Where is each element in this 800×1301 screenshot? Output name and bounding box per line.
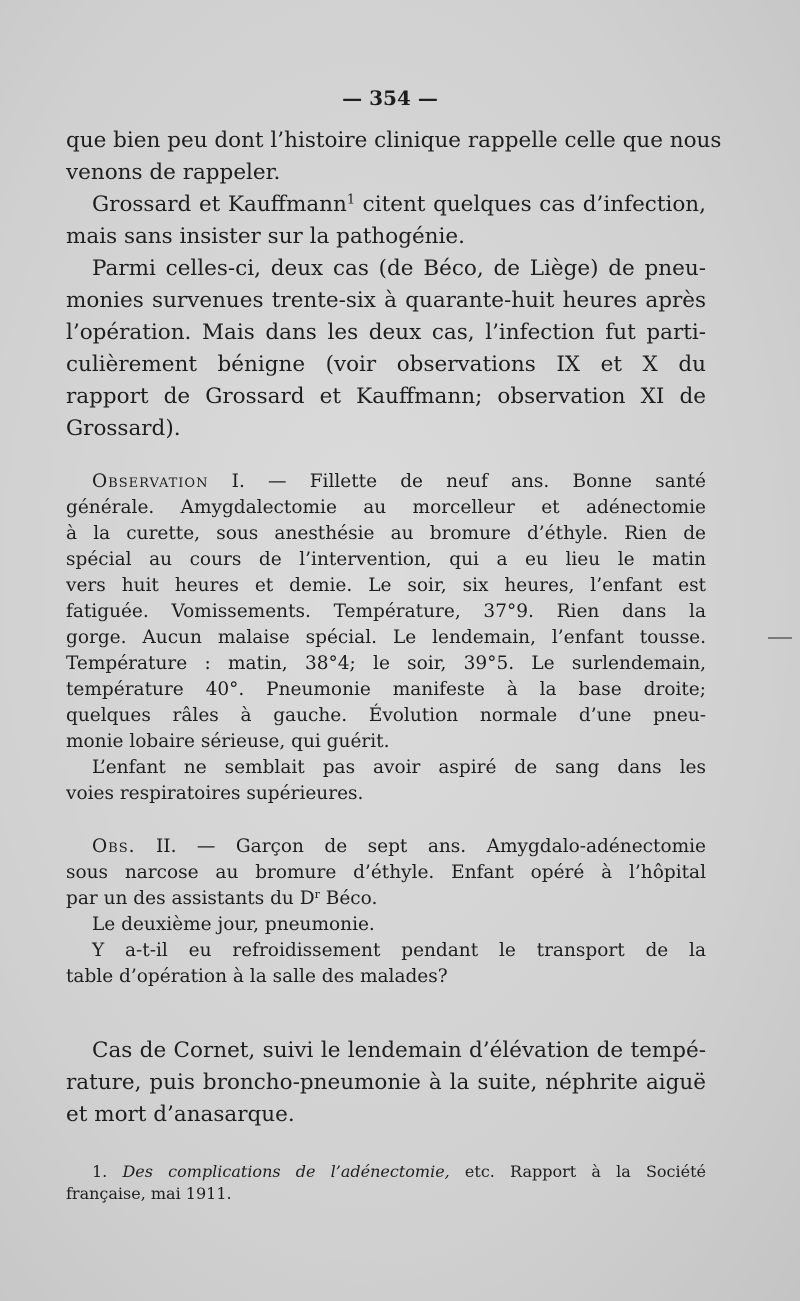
observation-1-line: monie lobaire sérieuse, qui guérit. (66, 731, 390, 752)
observation-1-line: générale. Amygdalectomie au morcelleur et adénectomie (66, 497, 706, 518)
cornet-line-2: rature, puis broncho-pneumonie à la suite, néphrite aiguë (66, 1070, 706, 1095)
observation-1-line: spécial au cours de l’intervention, qui a eu lieu le matin (66, 549, 706, 570)
observation-2-text-start: II. — Garçon de sept ans. Amygdalo-adénectomie (135, 836, 706, 857)
footnote-reference: 1 (346, 192, 356, 208)
parmi-line-3: l’opération. Mais dans les deux cas, l’infection fut parti- (66, 320, 706, 345)
footnote-title: Des complications de l’adénectomie, (122, 1162, 450, 1181)
grossard-text-end: citent quelques cas d’infection, (355, 192, 706, 217)
observation-1-line: vers huit heures et demie. Le soir, six heures, l’enfant est (66, 575, 706, 596)
parmi-line-4: culièrement bénigne (voir observations IX et X du (66, 352, 706, 377)
margin-mark (768, 637, 792, 639)
observation-1-followup-line-2: voies respiratoires supérieures. (66, 783, 364, 804)
observation-1-followup-line-1: L’enfant ne semblait pas avoir aspiré de sang dans les (92, 757, 706, 778)
grossard-line-2: mais sans insister sur la pathogénie. (66, 224, 465, 249)
observation-2-line-3-end: Béco. (319, 888, 378, 909)
observation-2-label: Obs. (92, 836, 136, 857)
observation-2-line-4: Le deuxième jour, pneumonie. (92, 914, 375, 935)
grossard-line-1 (92, 192, 706, 217)
observation-1-line: à la curette, sous anesthésie au bromure d’éthyle. Rien de (66, 523, 706, 544)
observation-2-line-6: table d’opération à la salle des malades? (66, 966, 448, 987)
observation-2-line-5: Y a-t-il eu refroidissement pendant le transport de la (92, 940, 706, 961)
observation-2-line-2: sous narcose au bromure d’éthyle. Enfant opéré à l’hôpital (66, 862, 706, 883)
parmi-line-6: Grossard). (66, 416, 181, 441)
doctor-abbreviation-superscript: r (314, 887, 320, 901)
footnote-text: etc. Rapport à la Société (449, 1162, 706, 1181)
intro-line-1: que bien peu dont l’histoire clinique rappelle celle que nous (66, 128, 722, 153)
footnote-line-2: française, mai 1911. (66, 1184, 232, 1203)
parmi-line-1: Parmi celles-ci, deux cas (de Béco, de Liège) de pneu- (92, 256, 706, 281)
observation-1-line: gorge. Aucun malaise spécial. Le lendemain, l’enfant tousse. (66, 627, 706, 648)
footnote-line-1 (92, 1162, 706, 1181)
observation-2-line-3-start: par un des assistants du D (66, 888, 315, 909)
page-number: — 354 — (342, 86, 438, 110)
observation-2-line-3 (66, 888, 377, 909)
grossard-text-start: Grossard et Kauffmann (92, 192, 347, 217)
cornet-line-1: Cas de Cornet, suivi le lendemain d’élévation de tempé- (92, 1038, 706, 1063)
observation-1-line: Température : matin, 38°4; le soir, 39°5. Le surlendemain, (66, 653, 706, 674)
cornet-line-3: et mort d’anasarque. (66, 1102, 295, 1127)
observation-1-line: fatiguée. Vomissements. Température, 37°9. Rien dans la (66, 601, 706, 622)
observation-1-line: quelques râles à gauche. Évolution normale d’une pneu- (66, 705, 706, 726)
observation-1-line: température 40°. Pneumonie manifeste à la base droite; (66, 679, 706, 700)
parmi-line-2: monies survenues trente-six à quarante-huit heures après (66, 288, 706, 313)
intro-line-2: venons de rappeler. (66, 160, 281, 185)
observation-label: Observation (92, 471, 209, 492)
observation-1-text-start: I. — Fillette de neuf ans. Bonne santé (208, 471, 706, 492)
observation-1-heading-line (92, 471, 706, 492)
parmi-line-5: rapport de Grossard et Kauffmann; observation XI de (66, 384, 706, 409)
footnote-marker: 1. (92, 1162, 108, 1181)
observation-2-heading-line (92, 836, 706, 857)
